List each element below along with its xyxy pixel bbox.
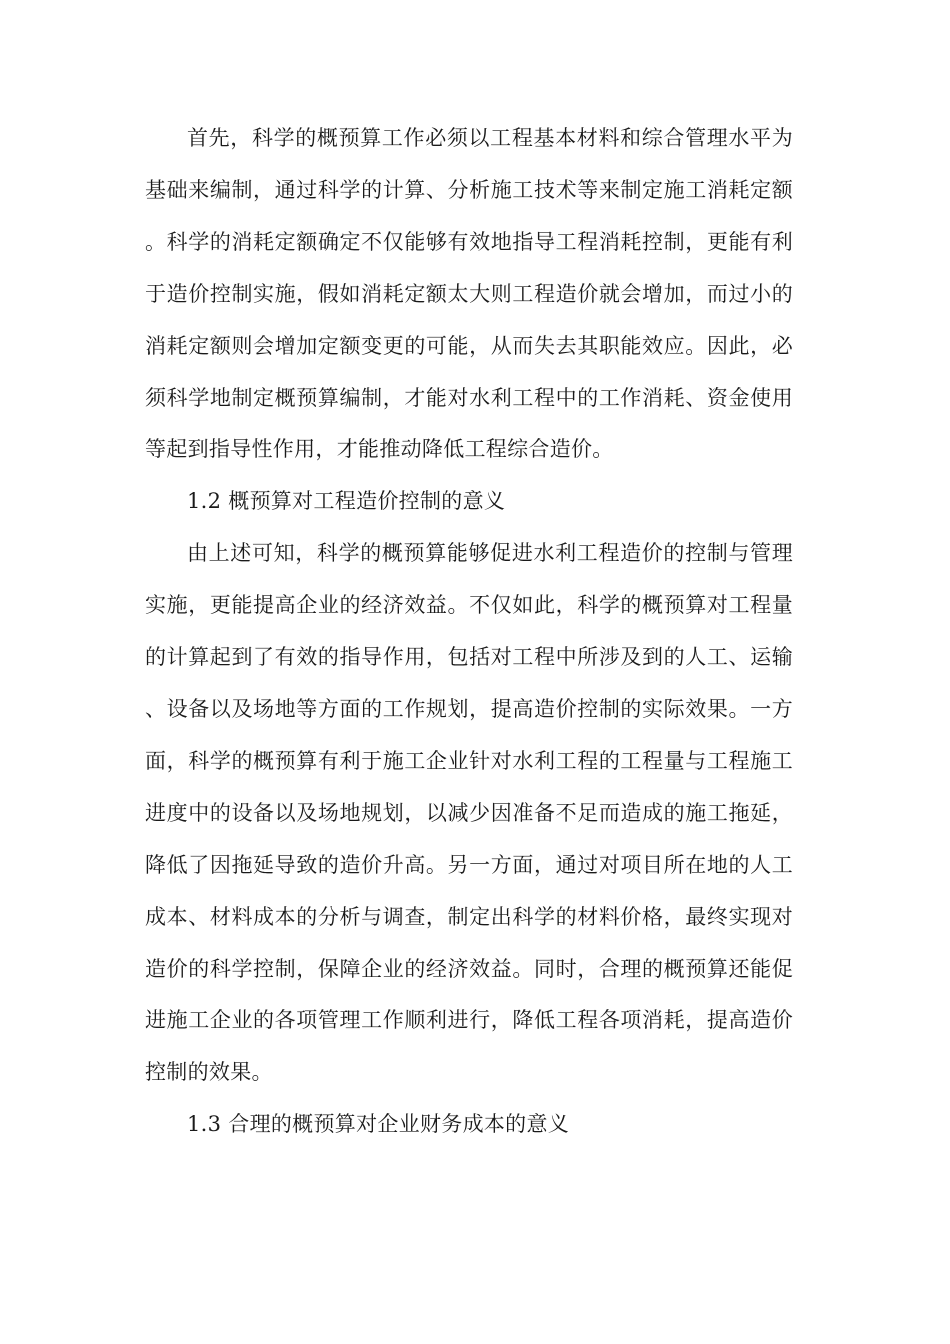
document-body [145, 113, 793, 1151]
paragraph-intro: 首先，科学的概预算工作必须以工程基本材料和综合管理水平为基础来编制，通过科学的计算、分析施工技术等来制定施工消耗定额。科学的消耗定额确定不仅能够有效地指导工程消耗控制，更能有利于造价控制实施，假如消耗定额太大则工程造价就会增加，而过小的消耗定额则会增加定额变更的可能，从而失去其职能效应。因此，必须科学地制定概预算编制，才能对水利工程中的工作消耗、资金使用等起到指导性作用，才能推动降低工程综合造价。 [145, 126, 793, 462]
section-heading-1-2: 1.2 概预算对工程造价控制的意义 [187, 489, 506, 514]
paragraph-section-1-2: 由上述可知，科学的概预算能够促进水利工程造价的控制与管理实施，更能提高企业的经济效益。不仅如此，科学的概预算对工程量的计算起到了有效的指导作用，包括对工程中所涉及到的人工、运输、设备以及场地等方面的工作规划，提高造价控制的实际效果。一方面，科学的概预算有利于施工企业针对水利工程的工程量与工程施工进度中的设备以及场地规划，以减少因准备不足而造成的施工拖延，降低了因拖延导致的造价升高。另一方面，通过对项目所在地的人工成本、材料成本的分析与调查，制定出科学的材料价格，最终实现对造价的科学控制，保障企业的经济效益。同时，合理的概预算还能促进施工企业的各项管理工作顺利进行，降低工程各项消耗，提高造价控制的效果。 [145, 541, 793, 1085]
section-heading-1-3: 1.3 合理的概预算对企业财务成本的意义 [187, 1112, 570, 1137]
